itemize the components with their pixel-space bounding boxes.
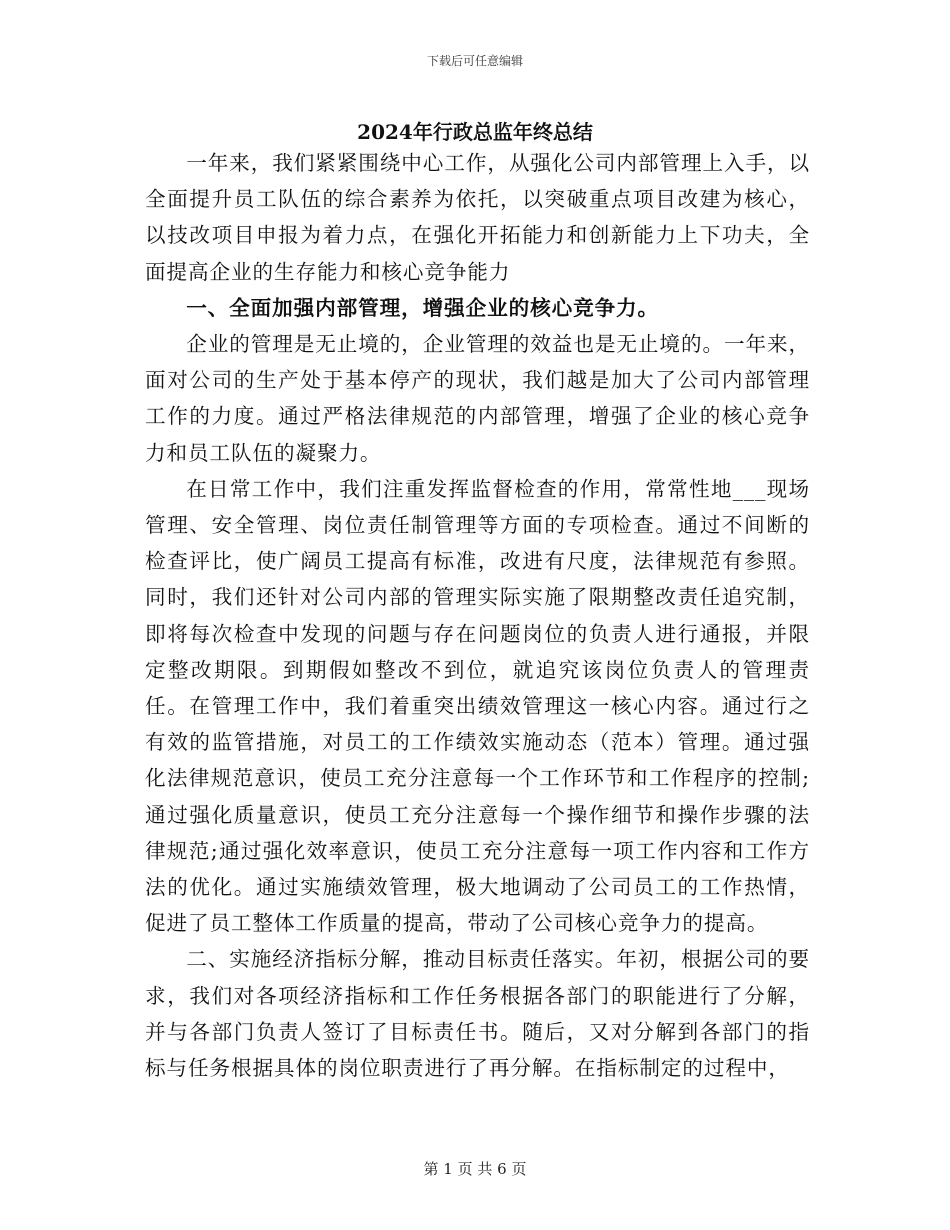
body-paragraph: 二、实施经济指标分解，推动目标责任落实。年初，根据公司的要求，我们对各项经济指标和工作任务根据各部门的职能进行了分解，并与各部门负责人签订了目标责任书。随后，又对分解到各部门的指标与任务根据具体的岗位职责进行了再分解。在指标制定的过程中，: [145, 947, 810, 1081]
header-note: 下载后可任意编辑: [426, 54, 523, 68]
body-paragraph: 在日常工作中，我们注重发挥监督检查的作用，常常性地___现场管理、安全管理、岗位责任制管理等方面的专项检查。通过不间断的检查评比，使广阔员工提高有标准，改进有尺度，法律规范有参照。同时，我们还针对公司内部的管理实际实施了限期整改责任追究制，即将每次检查中发现的问题与存在问题岗位的负责人进行通报，并限定整改期限。到期假如整改不到位，就追究该岗位负责人的管理责任。在管理工作中，我们着重突出绩效管理这一核心内容。通过行之有效的监管措施，对员工的工作绩效实施动态（范本）管理。通过强化法律规范意识，使员工充分注意每一个工作环节和工作程序的控制;通过强化质量意识，使员工充分注意每一个操作细节和操作步骤的法律规范;通过强化效率意识，使员工充分注意每一项工作内容和工作方法的优化。通过实施绩效管理，极大地调动了公司员工的工作热情，促进了员工整体工作质量的提高，带动了公司核心竞争力的提高。: [145, 476, 810, 936]
document-title: 2024年行政总监年终总结: [357, 120, 593, 144]
body-paragraph: 企业的管理是无止境的，企业管理的效益也是无止境的。一年来，面对公司的生产处于基本停产的现状，我们越是加大了公司内部管理工作的力度。通过严格法律规范的内部管理，增强了企业的核心竞争力和员工队伍的凝聚力。: [145, 332, 810, 465]
intro-paragraph: 一年来，我们紧紧围绕中心工作，从强化公司内部管理上入手，以全面提升员工队伍的综合素养为依托，以突破重点项目改建为核心，以技改项目申报为着力点，在强化开拓能力和创新能力上下功夫，全面提高企业的生存能力和核心竞争能力: [145, 151, 810, 284]
section-heading: 一、全面加强内部管理，增强企业的核心竞争力。: [186, 295, 660, 320]
document-body: [145, 145, 810, 1086]
page-footer: 第 1 页 共 6 页: [423, 1160, 527, 1178]
